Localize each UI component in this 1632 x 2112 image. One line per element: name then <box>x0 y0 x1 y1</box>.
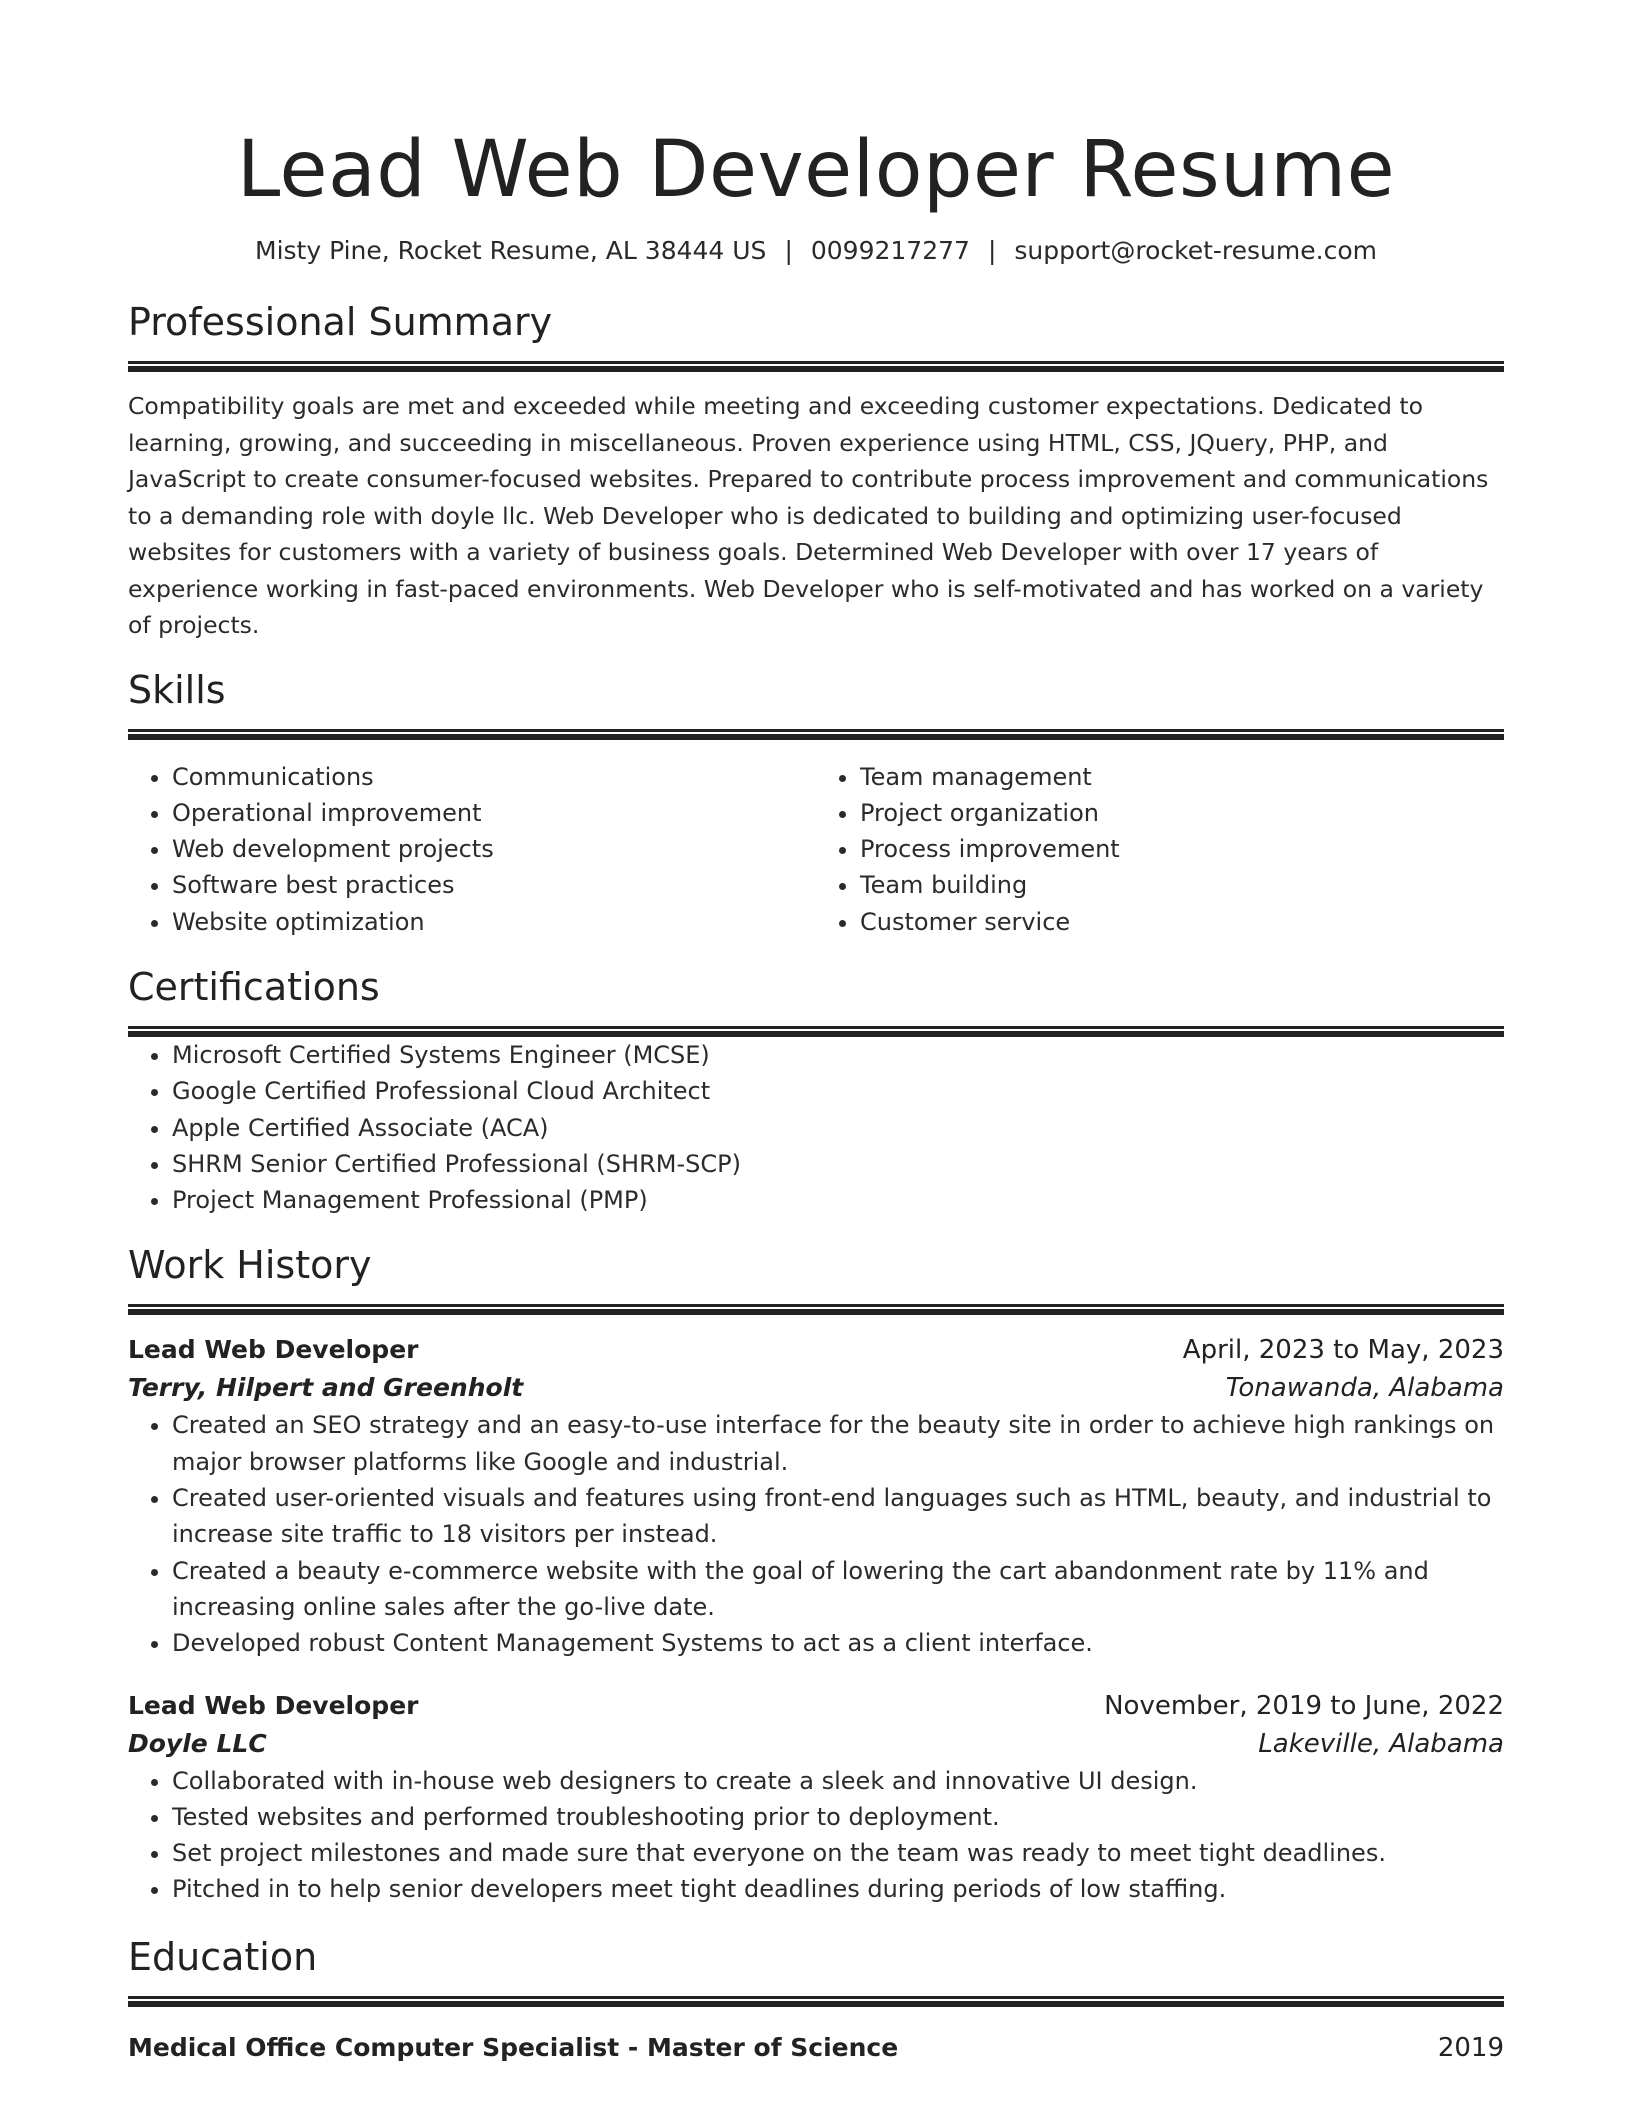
contact-line <box>128 234 1504 268</box>
job-dates: November, 2019 to June, 2022 <box>1104 1690 1504 1721</box>
job-bullet: • Created an SEO strategy and an easy-to-use interface for the beauty site in order to achieve high rankings on major browser platforms like Google and industrial. <box>172 1407 1504 1480</box>
contact-address: Misty Pine, Rocket Resume, AL 38444 US <box>255 236 767 265</box>
job-header <box>128 1687 1504 1725</box>
job-location: Lakeville, Alabama <box>1258 1728 1504 1759</box>
job-header <box>128 1331 1504 1369</box>
skill-item: • Software best practices <box>172 867 816 903</box>
job-company: Terry, Hilpert and Greenholt <box>128 1373 524 1403</box>
job-subheader <box>128 1369 1504 1407</box>
education-degree: Medical Office Computer Specialist - Master of Science <box>128 2032 899 2062</box>
certification-item: • SHRM Senior Certified Professional (SHRM-SCP) <box>172 1146 1504 1182</box>
job-title: Lead Web Developer <box>128 1690 419 1720</box>
contact-email: support@rocket-resume.com <box>1014 236 1377 265</box>
work-history-section <box>128 1241 1504 1907</box>
summary-section <box>128 298 1504 644</box>
job-bullet: • Pitched in to help senior developers meet tight deadlines during periods of low staffing. <box>172 1871 1504 1907</box>
skills-list-left <box>128 759 816 940</box>
education-year: 2019 <box>1437 2032 1504 2063</box>
section-divider <box>128 1996 1504 2007</box>
certification-item: • Google Certified Professional Cloud Architect <box>172 1073 1504 1109</box>
certifications-heading: Certifications <box>128 964 380 1009</box>
certifications-list <box>128 1037 1504 1218</box>
job-bullet: • Set project milestones and made sure that everyone on the team was ready to meet tight deadlines. <box>172 1835 1504 1871</box>
education-entry <box>128 2029 1504 2067</box>
skill-item: • Website optimization <box>172 904 816 940</box>
certification-item: • Project Management Professional (PMP) <box>172 1182 1504 1218</box>
summary-text: Compatibility goals are met and exceeded while meeting and exceeding customer expectations. Dedicated to learning, growing, and succeeding in miscellaneous. Proven experience using HTML, CSS, JQuery, PHP, and JavaScript to create consumer-focused websites. Prepared to contribute process improvement and communications to a demanding role with doyle llc. Web Developer who is dedicated to building and optimizing user-focused websites for customers with a variety of business goals. Determined Web Developer with over 17 years of experience working in fast-paced environments. Web Developer who is self-motivated and has worked on a variety of projects. <box>128 392 1489 639</box>
skills-list-right <box>816 759 1504 940</box>
skill-item: • Customer service <box>860 904 1504 940</box>
section-divider <box>128 729 1504 740</box>
skill-item: • Communications <box>172 759 816 795</box>
job-bullet: • Created a beauty e-commerce website with the goal of lowering the cart abandonment rate by 11% and increasing online sales after the go-live date. <box>172 1553 1504 1626</box>
section-divider <box>128 1304 1504 1315</box>
contact-phone: 0099217277 <box>810 236 970 265</box>
skill-item: • Team building <box>860 867 1504 903</box>
job-bullet: • Developed robust Content Management Systems to act as a client interface. <box>172 1625 1504 1661</box>
job-company: Doyle LLC <box>128 1728 267 1758</box>
section-divider <box>128 1026 1504 1037</box>
certification-item: • Apple Certified Associate (ACA) <box>172 1110 1504 1146</box>
resume-page <box>128 0 1504 2067</box>
skills-section <box>128 666 1504 940</box>
education-heading: Education <box>128 1934 318 1979</box>
skills-columns <box>128 759 1504 940</box>
job-subheader <box>128 1725 1504 1763</box>
section-divider <box>128 361 1504 372</box>
job-dates: April, 2023 to May, 2023 <box>1182 1335 1504 1366</box>
job-location: Tonawanda, Alabama <box>1225 1373 1504 1404</box>
job-bullet: • Tested websites and performed troubleshooting prior to deployment. <box>172 1799 1504 1835</box>
contact-separator: | <box>987 236 997 265</box>
job-entry <box>128 1687 1504 1908</box>
work-history-heading: Work History <box>128 1243 372 1288</box>
contact-separator: | <box>784 236 793 265</box>
certification-item: • Microsoft Certified Systems Engineer (MCSE) <box>172 1037 1504 1073</box>
skill-item: • Operational improvement <box>172 795 816 831</box>
job-bullet-list <box>128 1763 1504 1908</box>
education-section <box>128 1933 1504 2067</box>
skill-item: • Project organization <box>860 795 1504 831</box>
skill-item: • Process improvement <box>860 831 1504 867</box>
certifications-section <box>128 963 1504 1218</box>
job-entry <box>128 1331 1504 1661</box>
skills-heading: Skills <box>128 667 226 712</box>
summary-heading: Professional Summary <box>128 300 553 344</box>
resume-title: Lead Web Developer Resume <box>236 125 1396 215</box>
job-bullet: • Collaborated with in-house web designers to create a sleek and innovative UI design. <box>172 1763 1504 1799</box>
job-title: Lead Web Developer <box>128 1335 419 1365</box>
skill-item: • Web development projects <box>172 831 816 867</box>
job-bullet: • Created user-oriented visuals and features using front-end languages such as HTML, beauty, and industrial to increase site traffic to 18 visitors per instead. <box>172 1480 1504 1553</box>
job-bullet-list <box>128 1407 1504 1661</box>
skill-item: • Team management <box>860 759 1504 795</box>
